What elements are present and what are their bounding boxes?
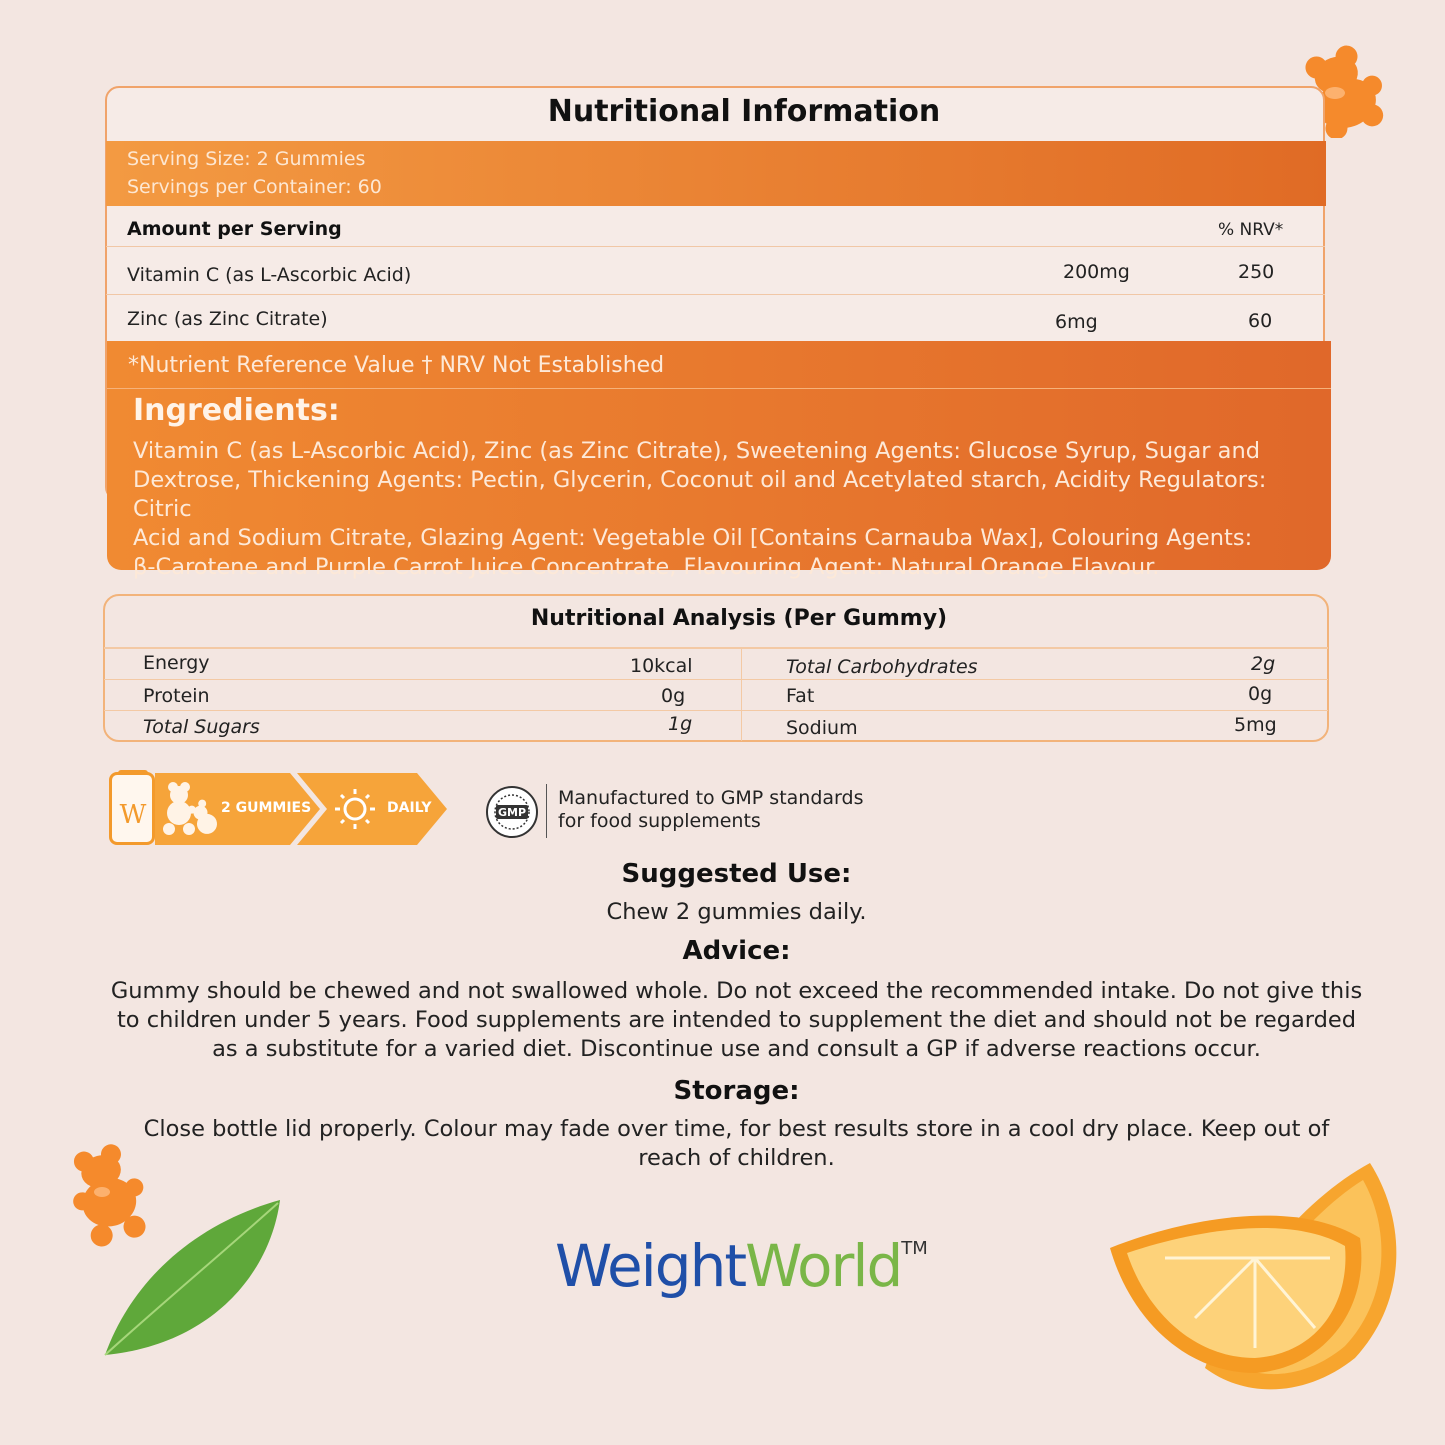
ingredients-text [133,437,1313,582]
advice-line: Gummy should be chewed and not swallowed whole. Do not exceed the recommended intake. Do not give this [110,978,1363,1004]
nutrient-name: Vitamin C (as L-Ascorbic Acid) [127,264,412,286]
analysis-column-divider [741,649,742,741]
analysis-value: 0g [661,685,686,707]
analysis-name: Sodium [786,717,858,739]
ingredients-title: Ingredients: [133,393,340,428]
ingredients-line: β-Carotene and Purple Carrot Juice Concentrate, Flavouring Agent: Natural Orange Flavour. [133,554,1160,580]
analysis-name: Total Sugars [143,716,260,738]
analysis-name: Energy [143,652,210,674]
advice-line: to children under 5 years. Food supplements are intended to supplement the diet and should not be regarded [116,1007,1357,1033]
analysis-divider [104,679,1328,680]
analysis-value: 2g [1251,653,1276,675]
advice-text [14,977,1445,1064]
storage-title: Storage: [673,1076,800,1106]
storage-line: reach of children. [638,1145,835,1171]
ingredients-line: Acid and Sodium Citrate, Glazing Agent: Vegetable Oil [Contains Carnauba Wax], Colouring Agents: [133,525,1253,551]
analysis-name: Total Carbohydrates [786,656,978,678]
nutrient-name: Zinc (as Zinc Citrate) [127,308,328,330]
servings-per-container: Servings per Container: 60 [127,176,382,198]
gmp-line: for food supplements [558,810,761,832]
analysis-divider [104,647,1328,649]
gmp-separator [546,784,547,838]
analysis-value: 5mg [1234,714,1277,736]
analysis-divider [104,710,1328,711]
amount-header: Amount per Serving [127,218,342,240]
ingredients-line: Dextrose, Thickening Agents: Pectin, Glycerin, Coconut oil and Acetylated starch, Acidity Regulators: Citric [133,467,1267,522]
weightworld-logo [555,1232,928,1300]
nrv-header: % NRV* [1218,220,1284,240]
serving-size: Serving Size: 2 Gummies [127,148,366,170]
suggested-use-title: Suggested Use: [621,859,852,889]
row-divider [106,294,1325,295]
gmp-text [558,787,863,833]
advice-title: Advice: [682,936,791,966]
nutrient-amount: 6mg [1055,311,1098,333]
nutrient-nrv: 250 [1238,261,1275,283]
ingredients-divider [107,388,1331,389]
logo-part-weight: Weight [555,1232,746,1300]
advice-line: as a substitute for a varied diet. Discontinue use and consult a GP if adverse reactions occur. [212,1036,1261,1062]
nrv-note: *Nutrient Reference Value † NRV Not Established [128,353,665,378]
nutrition-title: Nutritional Information [547,94,941,129]
bottle-logo-mark: W [119,800,147,830]
gmp-seal-text: GMP [497,806,527,819]
daily-label: DAILY [387,800,432,816]
storage-line: Close bottle lid properly. Colour may fade over time, for best results store in a cool dry place. Keep out of [143,1116,1330,1142]
analysis-name: Protein [143,685,210,707]
logo-part-world: World [745,1232,902,1300]
analysis-title: Nutritional Analysis (Per Gummy) [530,606,948,631]
nutrient-nrv: 60 [1248,310,1273,332]
analysis-value: 0g [1248,683,1273,705]
leaf-image [100,1195,285,1360]
analysis-name: Fat [786,685,815,707]
ingredients-line: Vitamin C (as L-Ascorbic Acid), Zinc (as Zinc Citrate), Sweetening Agents: Glucose Syrup, Sugar and [133,438,1260,464]
orange-slices-image [1105,1158,1405,1403]
gmp-line: Manufactured to GMP standards [558,787,864,809]
gmp-seal-icon [485,785,539,839]
suggested-use-text: Chew 2 gummies daily. [606,899,867,925]
nutrient-amount: 200mg [1063,261,1130,283]
row-divider [106,246,1325,247]
analysis-value: 10kcal [630,655,693,677]
logo-trademark: TM [901,1238,928,1259]
gummies-label: 2 GUMMIES [221,800,312,816]
analysis-value: 1g [668,713,693,735]
